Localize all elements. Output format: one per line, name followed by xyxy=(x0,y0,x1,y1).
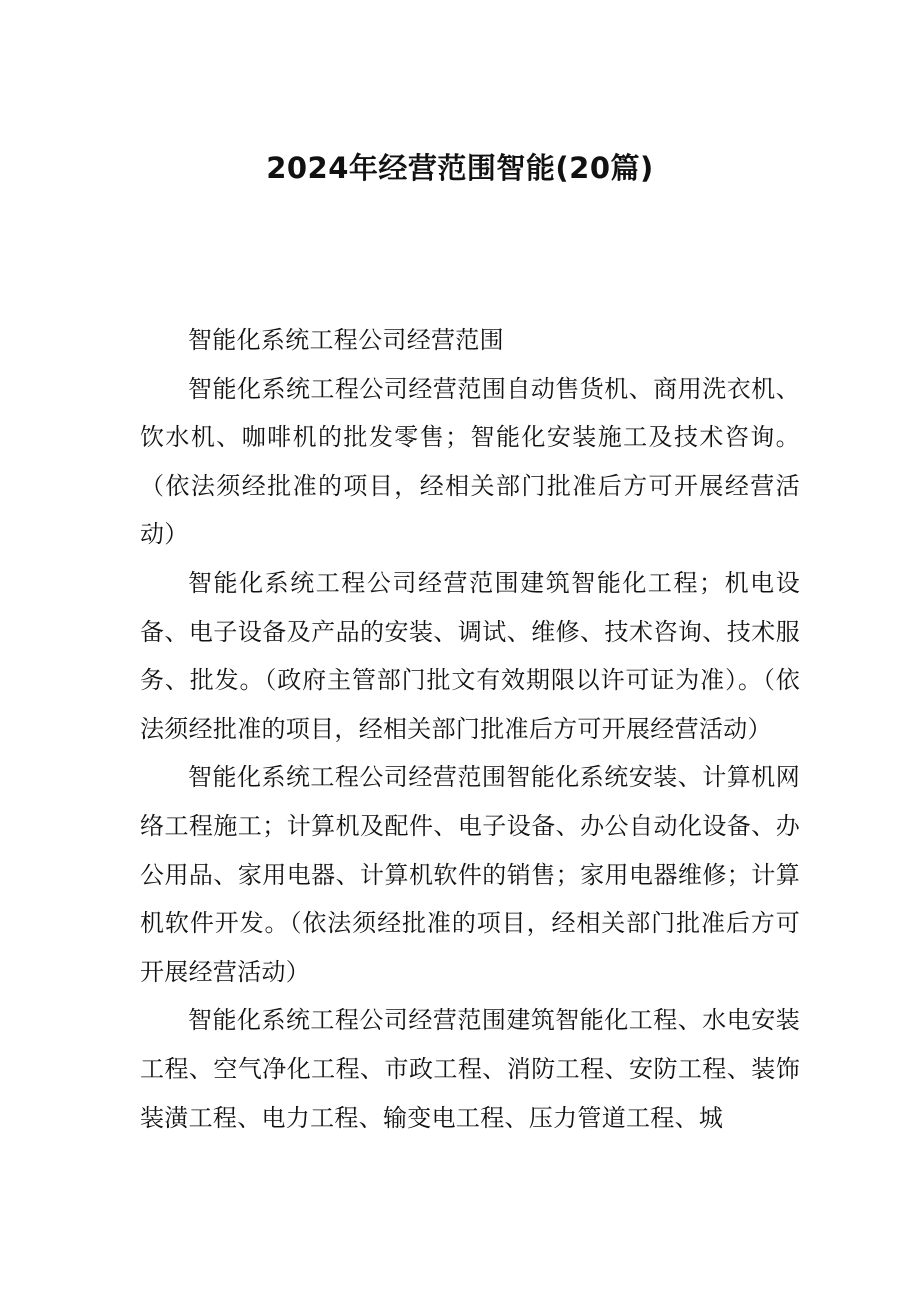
paragraph: 智能化系统工程公司经营范围建筑智能化工程、水电安装工程、空气净化工程、市政工程、消防工程、安防工程、装饰装潢工程、电力工程、输变电工程、压力管道工程、城 xyxy=(140,1006,800,1132)
document-title: 2024年经营范围智能(20篇) xyxy=(266,151,654,185)
paragraph: 智能化系统工程公司经营范围建筑智能化工程；机电设备、电子设备及产品的安装、调试、维修、技术咨询、技术服务、批发。（政府主管部门批文有效期限以许可证为准）。（依法须经批准的项目，经相关部门批准后方可开展经营活动） xyxy=(140,568,800,743)
paragraph-heading: 智能化系统工程公司经营范围 xyxy=(188,326,504,354)
paragraph: 智能化系统工程公司经营范围智能化系统安装、计算机网络工程施工；计算机及配件、电子设备、办公自动化设备、办公用品、家用电器、计算机软件的销售；家用电器维修；计算机软件开发。（依法须经批准的项目，经相关部门批准后方可开展经营活动） xyxy=(140,763,800,986)
document-body xyxy=(140,316,800,1142)
paragraph: 智能化系统工程公司经营范围自动售货机、商用洗衣机、饮水机、咖啡机的批发零售；智能化安装施工及技术咨询。（依法须经批准的项目，经相关部门批准后方可开展经营活动） xyxy=(140,374,800,549)
